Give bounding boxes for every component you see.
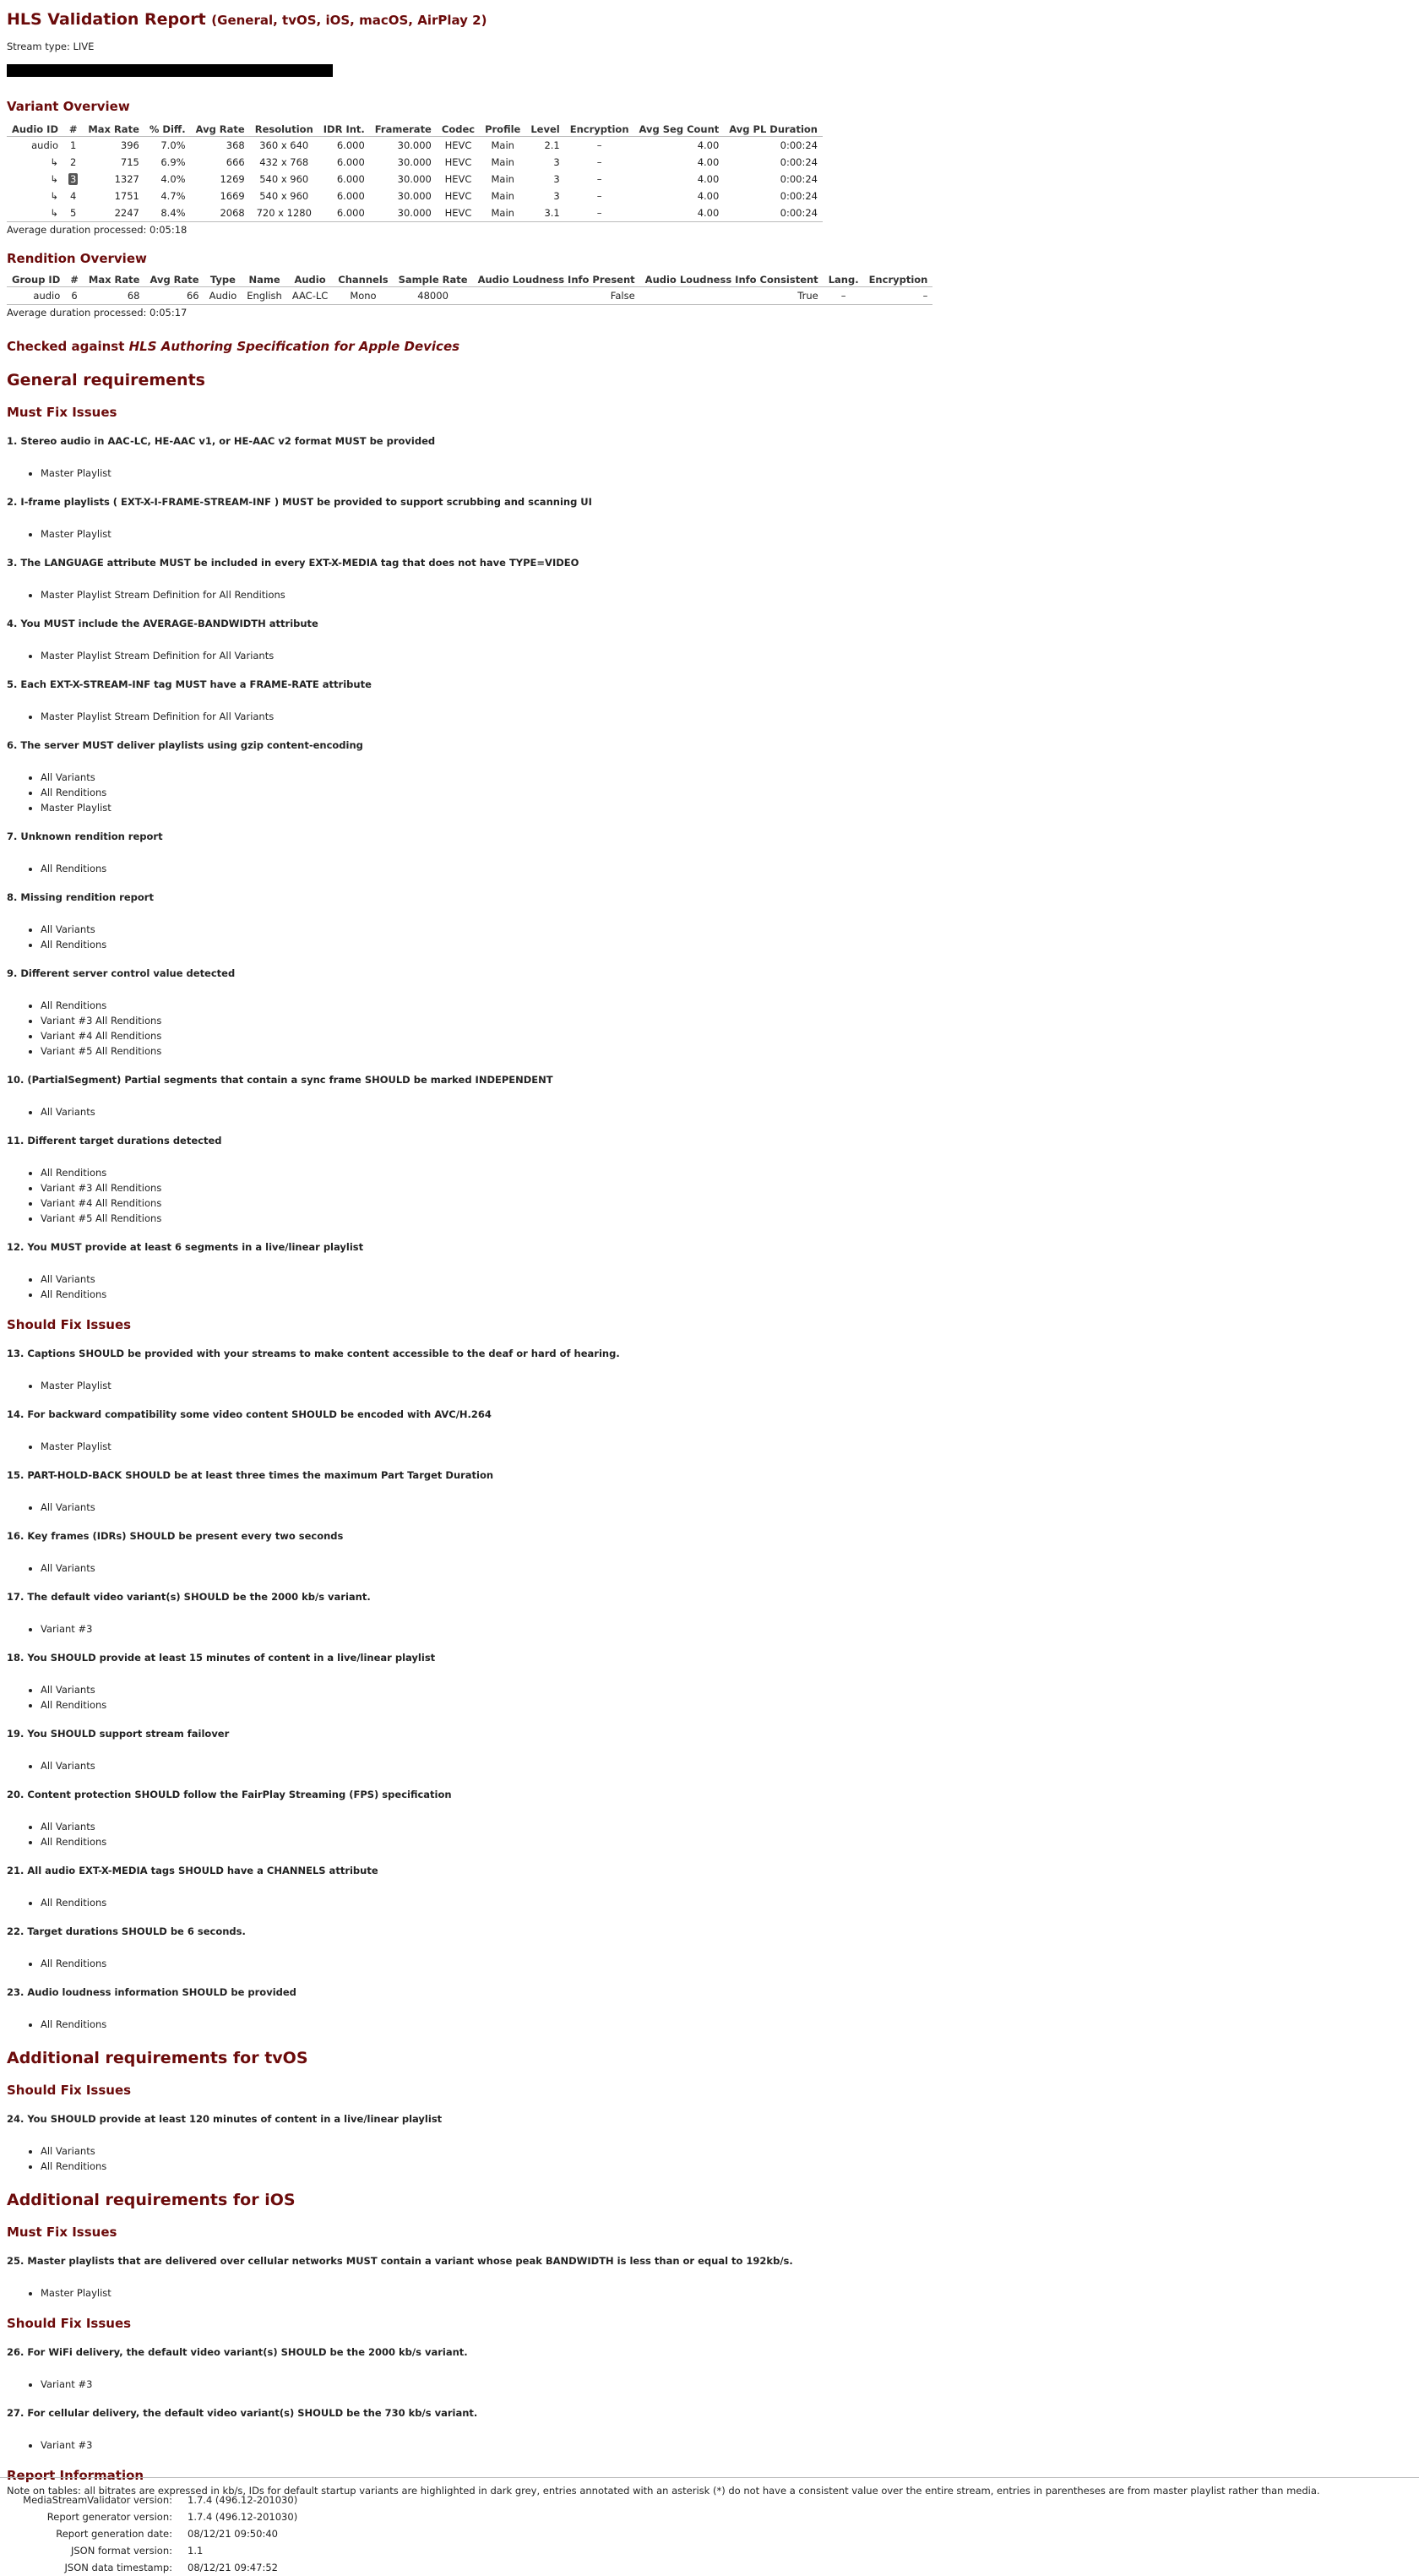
issue-affected-item: • Variant #4 All Renditions <box>41 1028 1412 1043</box>
variant-cell-num: 2 <box>70 156 77 168</box>
variant-col-header: Avg Rate <box>191 123 250 137</box>
report-info-key: JSON data timestamp: <box>64 2562 172 2573</box>
issue-affected-list <box>7 1819 1412 1849</box>
variant-cell-resolution: 720 x 1280 <box>250 204 318 222</box>
table-footnote: Note on tables: all bitrates are expressed in kb/s, IDs for default startup variants are highlighted in dark grey, entries annotated with an asterisk (*) do not have a consistent value over the entire stream, entries in parentheses are from master playlist rather than media. <box>0 2477 1419 2497</box>
issue-group-heading: Should Fix Issues <box>7 2083 132 2098</box>
issue-affected-item: • All Renditions <box>41 1956 1412 1971</box>
issue-affected-list <box>7 1758 1412 1773</box>
report-title-sub: (General, tvOS, iOS, macOS, AirPlay 2) <box>211 13 487 28</box>
rendition-col-header: Max Rate <box>84 273 145 287</box>
variant-cell-avg-rate: 1669 <box>220 190 245 202</box>
issue-affected-item: • All Renditions <box>41 1895 1412 1910</box>
issue-affected-item: • Master Playlist Stream Definition for All Variants <box>41 648 1412 663</box>
issue-affected-list <box>7 526 1412 542</box>
issue-affected-item: • All Variants <box>41 1682 1412 1697</box>
variant-cell-pl-duration: 0:00:24 <box>780 156 818 168</box>
issue-title: 25. Master playlists that are delivered over cellular networks MUST contain a variant whose peak BANDWIDTH is less than or equal to 192kb/s. <box>7 2255 793 2267</box>
issue-title: 17. The default video variant(s) SHOULD be the 2000 kb/s variant. <box>7 1591 371 1603</box>
variant-cell-level: 3 <box>553 173 560 185</box>
variant-cell-encryption: – <box>596 190 602 202</box>
issue-group-heading: Must Fix Issues <box>7 2225 117 2240</box>
report-info-key: Report generator version: <box>46 2511 172 2523</box>
issue-title: 20. Content protection SHOULD follow the FairPlay Streaming (FPS) specification <box>7 1789 452 1800</box>
variant-cell-idr: 6.000 <box>336 190 365 202</box>
variant-cell-num: 1 <box>70 139 77 151</box>
report-info-key: Report generation date: <box>56 2528 172 2540</box>
report-info-table <box>7 2492 302 2576</box>
variant-cell-seg-count: 4.00 <box>634 204 725 222</box>
rendition-cell-num: 6 <box>65 287 84 305</box>
rendition-cell-group-id: audio <box>7 287 65 305</box>
variant-col-header: % Diff. <box>144 123 191 137</box>
variant-cell-max-rate: 2247 <box>83 204 144 222</box>
issue-affected-list <box>7 709 1412 724</box>
requirements-section-heading: General requirements <box>7 371 205 389</box>
rendition-col-header: Group ID <box>7 273 65 287</box>
issue-affected-item: • Variant #5 All Renditions <box>41 1043 1412 1059</box>
variant-cell-diff: 4.7% <box>160 190 186 202</box>
issue-title: 11. Different target durations detected <box>7 1135 222 1146</box>
variant-cell-profile: Main <box>491 139 514 151</box>
issue-title: 10. (PartialSegment) Partial segments that contain a sync frame SHOULD be marked INDEPENDENT <box>7 1074 553 1086</box>
variant-col-header: Audio ID <box>7 123 63 137</box>
variant-cell-codec: HEVC <box>437 204 480 222</box>
variant-cell-resolution: 432 x 768 <box>259 156 309 168</box>
rendition-cell-channels: Mono <box>333 287 393 305</box>
variant-cell-audio-id: ↳ <box>50 190 58 202</box>
report-info-row <box>7 2525 302 2542</box>
rendition-col-header: Audio Loudness Info Consistent <box>640 273 824 287</box>
requirements-section-heading: Additional requirements for tvOS <box>7 2049 308 2067</box>
variant-cell-seg-count: 4.00 <box>697 173 720 185</box>
issue-affected-item: • Master Playlist <box>41 800 1412 815</box>
variant-cell-level: 3.1 <box>525 204 564 222</box>
issue-affected-item: • All Variants <box>41 922 1412 937</box>
issue-affected-list <box>7 2437 1412 2453</box>
variant-col-header: Framerate <box>370 123 437 137</box>
redacted-url-bar <box>7 64 333 77</box>
issue-affected-list <box>7 922 1412 952</box>
variant-col-header: # <box>63 123 83 137</box>
variant-cell-num: 4 <box>70 190 77 202</box>
variant-cell-avg-rate: 2068 <box>191 204 250 222</box>
issue-affected-list <box>7 1165 1412 1226</box>
rendition-table-header-row <box>7 273 932 287</box>
report-info-key: JSON format version: <box>70 2545 172 2557</box>
issue-title: 15. PART-HOLD-BACK SHOULD be at least three times the maximum Part Target Duration <box>7 1469 494 1481</box>
variant-col-header: Max Rate <box>83 123 144 137</box>
variant-cell-level: 3 <box>553 190 560 202</box>
issue-title: 19. You SHOULD support stream failover <box>7 1728 230 1740</box>
variant-cell-encryption: – <box>565 204 634 222</box>
rendition-cell-lang: – <box>824 287 864 305</box>
variant-cell-audio-id: ↳ <box>50 173 58 185</box>
rendition-cell-avg-rate: 66 <box>144 287 204 305</box>
issue-affected-item: • Master Playlist <box>41 466 1412 481</box>
variant-cell-encryption: – <box>596 173 602 185</box>
report-info-value: 1.1 <box>188 2545 204 2557</box>
variant-cell-idr: 6.000 <box>336 156 365 168</box>
rendition-col-header: Audio <box>287 273 333 287</box>
rendition-overview-heading: Rendition Overview <box>7 251 147 266</box>
variant-col-header: Resolution <box>250 123 318 137</box>
variant-cell-audio-id: audio <box>31 139 58 151</box>
issue-affected-list <box>7 1682 1412 1713</box>
issue-affected-item: • All Renditions <box>41 937 1412 952</box>
issue-affected-list <box>7 1621 1412 1637</box>
issue-affected-item: • All Variants <box>41 770 1412 785</box>
issue-affected-item: • Master Playlist Stream Definition for All Renditions <box>41 587 1412 602</box>
report-info-value: 1.7.4 (496.12-201030) <box>188 2494 298 2506</box>
issue-affected-list <box>7 1500 1412 1515</box>
issue-affected-list <box>7 1956 1412 1971</box>
variant-cell-codec: HEVC <box>444 173 472 185</box>
issue-affected-list <box>7 1895 1412 1910</box>
rendition-col-header: Audio Loudness Info Present <box>473 273 640 287</box>
issue-affected-item: • Master Playlist <box>41 526 1412 542</box>
variant-cell-pl-duration: 0:00:24 <box>780 173 818 185</box>
variant-row <box>7 204 823 222</box>
issue-title: 12. You MUST provide at least 6 segments in a live/linear playlist <box>7 1241 364 1253</box>
variant-row <box>7 171 823 188</box>
variant-row <box>7 137 823 155</box>
checked-against <box>7 339 1412 354</box>
issue-affected-item: • All Variants <box>41 1819 1412 1834</box>
issue-affected-item: • All Renditions <box>41 2017 1412 2032</box>
variant-cell-avg-rate: 368 <box>226 139 245 151</box>
variant-cell-profile: Main <box>491 190 514 202</box>
variant-cell-resolution: 540 x 960 <box>259 173 309 185</box>
issue-affected-item: • All Variants <box>41 1500 1412 1515</box>
issue-title: 1. Stereo audio in AAC-LC, HE-AAC v1, or HE-AAC v2 format MUST be provided <box>7 435 436 447</box>
issue-title: 7. Unknown rendition report <box>7 831 163 842</box>
report-info-row <box>7 2508 302 2525</box>
report-title-main: HLS Validation Report <box>7 10 206 29</box>
issue-affected-item: • All Renditions <box>41 2159 1412 2174</box>
report-info-row <box>7 2542 302 2559</box>
variant-row <box>7 154 823 171</box>
variant-col-header: Encryption <box>565 123 634 137</box>
rendition-col-header: Name <box>242 273 287 287</box>
issue-affected-item: • All Variants <box>41 1272 1412 1287</box>
issue-affected-list <box>7 1378 1412 1393</box>
report-title <box>7 10 1412 29</box>
variant-cell-pl-duration: 0:00:24 <box>780 190 818 202</box>
checked-against-spec: HLS Authoring Specification for Apple Devices <box>128 339 460 354</box>
issue-title: 9. Different server control value detected <box>7 967 236 979</box>
issue-affected-item: • Master Playlist <box>41 2285 1412 2301</box>
report-info-heading: Report Information <box>7 2468 144 2483</box>
issue-title: 5. Each EXT-X-STREAM-INF tag MUST have a FRAME-RATE attribute <box>7 678 372 690</box>
issue-affected-item: • Master Playlist <box>41 1439 1412 1454</box>
rendition-cell-encryption: – <box>864 287 933 305</box>
issue-title: 14. For backward compatibility some video content SHOULD be encoded with AVC/H.264 <box>7 1408 492 1420</box>
issue-title: 16. Key frames (IDRs) SHOULD be present every two seconds <box>7 1530 344 1542</box>
issue-group-heading: Should Fix Issues <box>7 2316 132 2331</box>
issue-affected-item: • All Renditions <box>41 861 1412 876</box>
issue-affected-list <box>7 1104 1412 1119</box>
requirements-section-heading: Additional requirements for iOS <box>7 2191 296 2209</box>
variant-cell-avg-rate: 666 <box>226 156 245 168</box>
issue-affected-item: • All Renditions <box>41 998 1412 1013</box>
variant-cell-seg-count: 4.00 <box>697 190 720 202</box>
variant-overview-table <box>7 123 823 222</box>
variant-cell-idr: 6.000 <box>336 173 365 185</box>
variant-cell-idr: 6.000 <box>336 139 365 151</box>
variant-overview-heading: Variant Overview <box>7 99 130 114</box>
rendition-col-header: Avg Rate <box>144 273 204 287</box>
issue-title: 26. For WiFi delivery, the default video variant(s) SHOULD be the 2000 kb/s variant. <box>7 2346 468 2358</box>
issue-affected-list <box>7 2377 1412 2392</box>
issue-affected-list <box>7 2285 1412 2301</box>
rendition-cell-consistent: True <box>640 287 824 305</box>
variant-cell-codec: HEVC <box>444 139 472 151</box>
issue-affected-item: • Master Playlist Stream Definition for All Variants <box>41 709 1412 724</box>
variant-cell-max-rate: 715 <box>120 156 139 168</box>
issue-title: 23. Audio loudness information SHOULD be provided <box>7 1986 296 1998</box>
issue-title: 22. Target durations SHOULD be 6 seconds. <box>7 1925 246 1937</box>
report-info-key: MediaStreamValidator version: <box>23 2494 172 2506</box>
rendition-overview-table <box>7 273 932 305</box>
variant-cell-pl-duration: 0:00:24 <box>780 139 818 151</box>
variant-cell-idr: 6.000 <box>318 204 370 222</box>
issue-affected-item: • All Renditions <box>41 1287 1412 1302</box>
variant-cell-framerate: 30.000 <box>397 173 432 185</box>
issue-affected-list <box>7 1439 1412 1454</box>
rendition-cell-present: False <box>473 287 640 305</box>
requirements-sections <box>7 371 1412 2453</box>
variant-cell-avg-rate: 1269 <box>220 173 245 185</box>
issue-affected-list <box>7 648 1412 663</box>
issue-affected-list <box>7 587 1412 602</box>
variant-col-header: IDR Int. <box>318 123 370 137</box>
issue-affected-item: • All Variants <box>41 1758 1412 1773</box>
variant-cell-resolution: 540 x 960 <box>259 190 309 202</box>
variant-cell-diff: 8.4% <box>144 204 191 222</box>
variant-avg-duration: Average duration processed: 0:05:18 <box>7 224 188 236</box>
variant-cell-diff: 6.9% <box>160 156 186 168</box>
rendition-col-header: Sample Rate <box>394 273 473 287</box>
issue-title: 8. Missing rendition report <box>7 891 154 903</box>
issue-affected-item: • All Renditions <box>41 1697 1412 1713</box>
variant-cell-seg-count: 4.00 <box>697 156 720 168</box>
variant-cell-max-rate: 1327 <box>114 173 139 185</box>
checked-against-prefix: Checked against <box>7 339 125 354</box>
variant-cell-profile: Main <box>480 204 525 222</box>
variant-col-header: Avg Seg Count <box>634 123 725 137</box>
variant-cell-profile: Main <box>491 173 514 185</box>
issue-affected-list <box>7 770 1412 815</box>
rendition-avg-duration: Average duration processed: 0:05:17 <box>7 307 188 319</box>
variant-cell-encryption: – <box>596 156 602 168</box>
variant-cell-encryption: – <box>596 139 602 151</box>
issue-affected-list <box>7 998 1412 1059</box>
issue-title: 4. You MUST include the AVERAGE-BANDWIDTH attribute <box>7 618 318 629</box>
issue-affected-item: • Variant #3 All Renditions <box>41 1180 1412 1195</box>
variant-cell-audio-id: ↳ <box>50 156 58 168</box>
report-info-value: 08/12/21 09:50:40 <box>188 2528 278 2540</box>
issue-affected-item: • All Renditions <box>41 1165 1412 1180</box>
variant-col-header: Codec <box>437 123 480 137</box>
issue-affected-item: • All Variants <box>41 2143 1412 2159</box>
rendition-cell-sample-rate: 48000 <box>394 287 473 305</box>
rendition-cell-max-rate: 68 <box>84 287 145 305</box>
issue-title: 2. I-frame playlists ( EXT-X-I-FRAME-STREAM-INF ) MUST be provided to support scrubbing and scanning UI <box>7 496 592 508</box>
issue-affected-list <box>7 2017 1412 2032</box>
variant-cell-seg-count: 4.00 <box>697 139 720 151</box>
issue-title: 27. For cellular delivery, the default video variant(s) SHOULD be the 730 kb/s variant. <box>7 2407 478 2419</box>
rendition-cell-type: Audio <box>204 287 242 305</box>
variant-cell-level: 2.1 <box>544 139 560 151</box>
variant-col-header: Level <box>525 123 564 137</box>
issue-affected-item: • All Variants <box>41 1104 1412 1119</box>
variant-cell-num <box>63 171 83 188</box>
rendition-row <box>7 287 932 305</box>
issue-affected-item: • Variant #3 <box>41 1621 1412 1637</box>
issue-affected-item: • Variant #3 <box>41 2377 1412 2392</box>
rendition-col-header: Lang. <box>824 273 864 287</box>
issue-title: 3. The LANGUAGE attribute MUST be included in every EXT-X-MEDIA tag that does not have TYPE=VIDEO <box>7 557 579 569</box>
variant-table-header-row <box>7 123 823 137</box>
issue-affected-list <box>7 1272 1412 1302</box>
issue-title: 21. All audio EXT-X-MEDIA tags SHOULD have a CHANNELS attribute <box>7 1865 378 1876</box>
issue-title: 6. The server MUST deliver playlists using gzip content-encoding <box>7 739 363 751</box>
issue-title: 24. You SHOULD provide at least 120 minutes of content in a live/linear playlist <box>7 2113 443 2125</box>
rendition-col-header: Channels <box>333 273 393 287</box>
variant-cell-framerate: 30.000 <box>397 190 432 202</box>
issue-group-heading: Should Fix Issues <box>7 1317 132 1332</box>
report-info-row <box>7 2559 302 2576</box>
issue-affected-list <box>7 1560 1412 1576</box>
variant-row <box>7 188 823 204</box>
issue-affected-list <box>7 466 1412 481</box>
rendition-col-header: # <box>65 273 84 287</box>
issue-title: 18. You SHOULD provide at least 15 minutes of content in a live/linear playlist <box>7 1652 436 1664</box>
variant-cell-framerate: 30.000 <box>370 204 437 222</box>
variant-cell-framerate: 30.000 <box>397 156 432 168</box>
issue-affected-item: • Variant #3 <box>41 2437 1412 2453</box>
issue-affected-list <box>7 2143 1412 2174</box>
rendition-cell-name: English <box>242 287 287 305</box>
issue-affected-item: • Variant #3 All Renditions <box>41 1013 1412 1028</box>
issue-group-heading: Must Fix Issues <box>7 405 117 420</box>
variant-col-header: Profile <box>480 123 525 137</box>
issue-affected-item: • Master Playlist <box>41 1378 1412 1393</box>
issue-affected-item: • All Renditions <box>41 1834 1412 1849</box>
report-info-value: 1.7.4 (496.12-201030) <box>188 2511 298 2523</box>
report-info-value: 08/12/21 09:47:52 <box>188 2562 278 2573</box>
variant-cell-diff: 7.0% <box>160 139 186 151</box>
variant-cell-max-rate: 396 <box>120 139 139 151</box>
default-variant-badge: 3 <box>70 173 77 185</box>
variant-cell-resolution: 360 x 640 <box>259 139 309 151</box>
variant-cell-num: 5 <box>63 204 83 222</box>
issue-affected-item: • All Renditions <box>41 785 1412 800</box>
variant-cell-codec: HEVC <box>444 190 472 202</box>
variant-cell-codec: HEVC <box>444 156 472 168</box>
issue-affected-item: • All Variants <box>41 1560 1412 1576</box>
issue-title: 13. Captions SHOULD be provided with your streams to make content accessible to the deaf or hard of hearing. <box>7 1348 620 1359</box>
rendition-col-header: Type <box>204 273 242 287</box>
issue-affected-list <box>7 861 1412 876</box>
variant-cell-diff: 4.0% <box>160 173 186 185</box>
variant-cell-level: 3 <box>553 156 560 168</box>
variant-cell-audio-id: ↳ <box>7 204 63 222</box>
variant-col-header: Avg PL Duration <box>724 123 823 137</box>
issue-affected-item: • Variant #4 All Renditions <box>41 1195 1412 1211</box>
stream-type: Stream type: LIVE <box>7 41 95 52</box>
rendition-col-header: Encryption <box>864 273 933 287</box>
variant-cell-max-rate: 1751 <box>114 190 139 202</box>
rendition-cell-audio: AAC-LC <box>287 287 333 305</box>
issue-affected-item: • Variant #5 All Renditions <box>41 1211 1412 1226</box>
variant-cell-profile: Main <box>491 156 514 168</box>
variant-cell-framerate: 30.000 <box>397 139 432 151</box>
variant-cell-pl-duration: 0:00:24 <box>724 204 823 222</box>
